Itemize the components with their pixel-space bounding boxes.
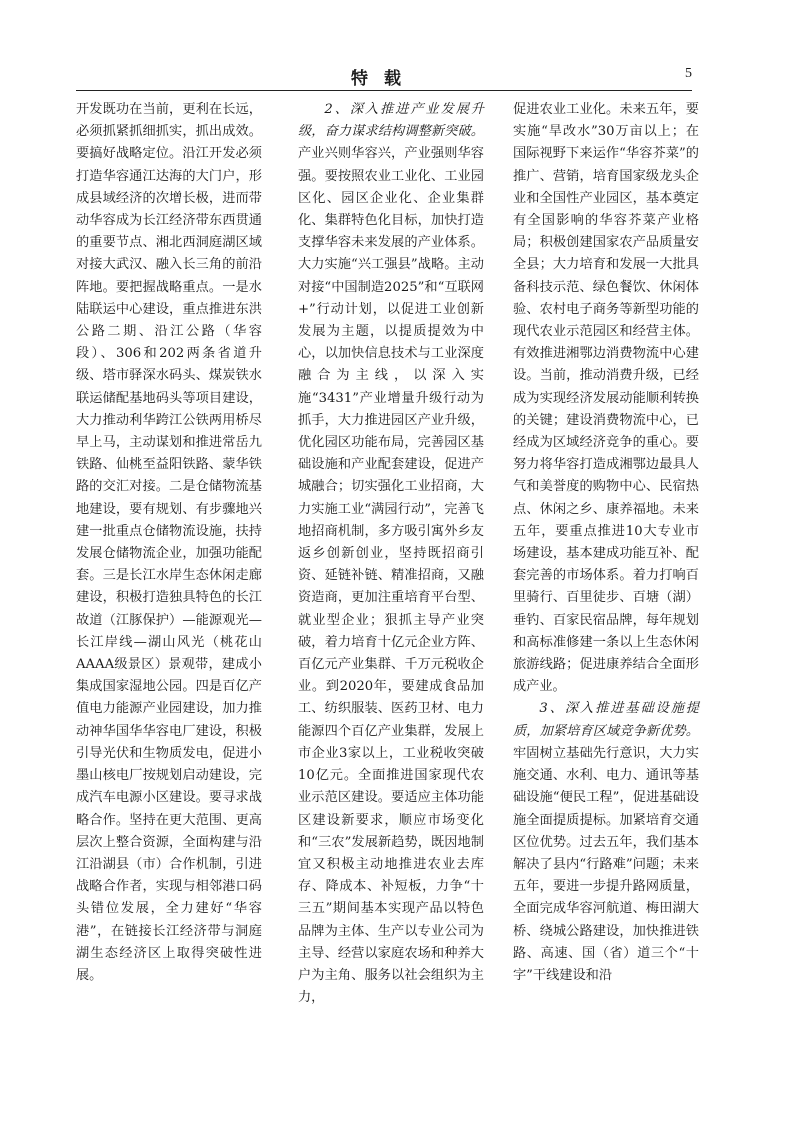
paragraph: 促进农业工业化。未来五年，要实施“旱改水”30万亩以上；在国际视野下来运作“华容芥菜”的推广、营销，培育国家级龙头企业和全国性产业园区，基本奠定有全国影响的华容芥菜产业格局；积极创建国家农产品质量安全县；大力培育和发展一大批具备科技示范、绿色餐饮、休闲体验、农村电子商务等新型功能的现代农业示范园区和经营主体。有效推进湘鄂边消费物流中心建设。当前，推动消费升级，已经成为实现经济发展动能顺利转换的关键；建设消费物流中心，已经成为区域经济竞争的重心。要努力将华容打造成湘鄂边最具人气和美誉度的购物中心、民宿热点、休闲之乡、康养福地。未来五年，要重点推进10大专业市场建设，基本建成功能互补、配套完善的市场体系。着力打响百里骑行、百里徒步、百塘（湖）垂钓、百家民宿品牌，每年规划和高标准修建一条以上生态休闲旅游线路；促进康养结合全面形成产业。 — [513, 102, 699, 695]
paragraph — [513, 698, 699, 987]
running-header — [76, 64, 692, 90]
column-1 — [76, 99, 262, 987]
paragraph: 开发既功在当前，更利在长远，必须抓紧抓细抓实，抓出成效。要搞好战略定位。沿江开发必须打造华容通江达海的大门户，形成县域经济的次增长极，进而带动华容成为长江经济带东西贯通的重要节点、湘北西洞庭湖区域对接大武汉、融入长三角的前沿阵地。要把握战略重点。一是水陆联运中心建设，重点推进东洪公路二期、沿江公路（华容段）、306和202两条省道升级、塔市驿深水码头、煤炭铁水联运储配基地码头等项目建设，大力推动利华跨江公铁两用桥尽早上马，主动谋划和推进常岳九铁路、仙桃至益阳铁路、蒙华铁路的交汇对接。二是仓储物流基地建设，要有规划、有步骤地兴建一批重点仓储物流设施，扶持发展仓储物流企业，加强功能配套。三是长江水岸生态休闲走廊建设，积极打造独具特色的长江故道（江豚保护）—能源观光—长江岸线—湖山风光（桃花山AAAA级景区）景观带，建成小集成国家湿地公园。四是百亿产值电力能源产业园建设，加力推动神华国华华容电厂建设，积极引导光伏和生物质发电，促进小墨山核电厂按规划启动建设，完成汽车电源小区建设。要寻求战略合作。坚持在更大范围、更高层次上整合资源，全面构建与沿江沿湖县（市）合作机制，引进战略合作者，实现与相邻港口码头错位发展，全力建好“华容港”，在链接长江经济带与洞庭湖生态经济区上取得突破性进展。 — [76, 102, 262, 983]
paragraph — [298, 99, 484, 1009]
section-title: 特载 — [351, 69, 417, 89]
section-heading: 2、深入推进产业发展升级，奋力谋求结构调整新突破。 — [298, 102, 484, 140]
header-rule — [76, 90, 692, 91]
section-heading: 3、深入推进基础设施提质，加紧培育区域竞争新优势。 — [513, 701, 699, 739]
page-number: 5 — [685, 66, 692, 81]
column-2 — [298, 99, 484, 1009]
paragraph-body: 牢固树立基础先行意识，大力实施交通、水利、电力、通讯等基础设施“便民工程”，促进基础设施全面提质提标。加紧培育交通区位优势。过去五年，我们基本解决了县内“行路难”问题；未来五年，要进一步提升路网质量，全面完成华容河航道、梅田湖大桥、绕城公路建设，加快推进铁路、高速、国（省）道三个“十字”干线建设和沿 — [513, 745, 699, 983]
paragraph-body: 产业兴则华容兴，产业强则华容强。要按照农业工业化、工业园区化、园区企业化、企业集群化、集群特色化目标，加快打造支撑华容未来发展的产业体系。大力实施“兴工强县”战略。主动对接“中国制造2025”和“互联网+”行动计划，以促进工业创新发展为主题，以提质提效为中心，以加快信息技术与工业深度融合为主线，以深入实施“3431”产业增量升级行动为抓手，大力推进园区产业升级，优化园区功能布局，完善园区基础设施和产业配套建设，促进产城融合；切实强化工业招商，大力实施工业“满园行动”，完善飞地招商机制，多方吸引寓外乡友返乡创新创业，坚持既招商引资、延链补链、精准招商，又融资造商，更加注重培育平台型、就业型企业；狠抓主导产业突破，着力培育十亿元企业方阵、百亿元产业集群、千万元税收企业。到2020年，要建成食品加工、纺织服装、医药卫材、电力能源四个百亿产业集群，发展上市企业3家以上，工业税收突破10亿元。全面推进国家现代农业示范区建设。要适应主体功能区建设新要求，顺应市场变化和“三农”发展新趋势，既因地制宜又积极主动地推进农业去库存、降成本、补短板，力争“十三五”期间基本实现产品以特色品牌为主体、生产以专业公司为主导、经营以家庭农场和种养大户为主角、服务以社会组织为主力， — [298, 146, 484, 1006]
column-3 — [513, 99, 699, 987]
